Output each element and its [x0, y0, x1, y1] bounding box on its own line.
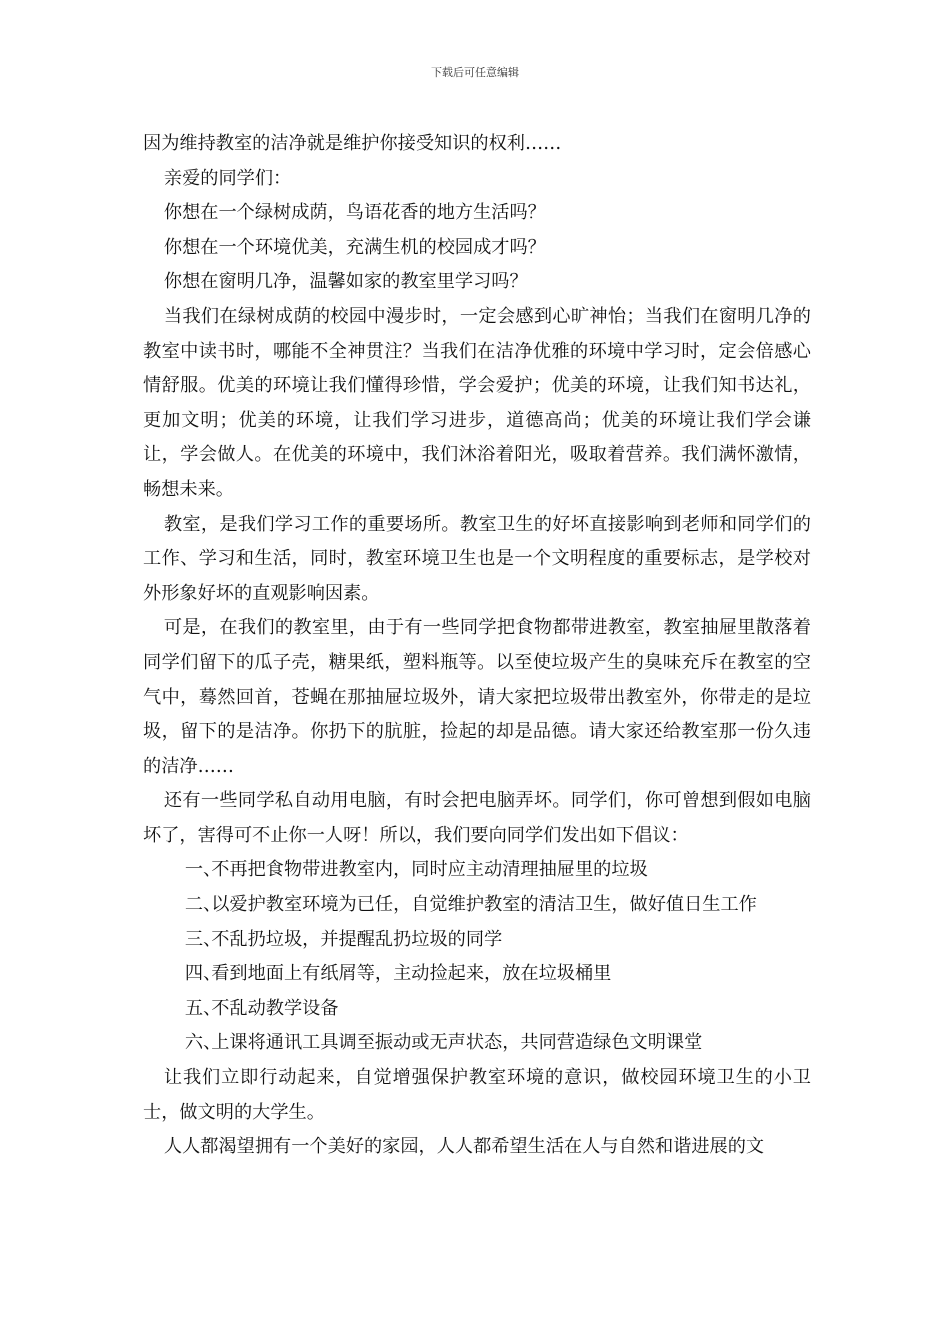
paragraph-classroom: 教室，是我们学习工作的重要场所。教室卫生的好坏直接影响到老师和同学们的工作、学习和生活，同时，教室环境卫生也是一个文明程度的重要标志，是学校对外形象好坏的直观影响因素。: [143, 513, 811, 604]
proposal-text: 不再把食物带进教室内，同时应主动清理抽屉里的垃圾: [211, 859, 648, 881]
paragraph-question-2: 你想在一个环境优美，充满生机的校园成才吗？: [163, 236, 546, 258]
document-body: [143, 127, 811, 1165]
proposal-text: 不乱扔垃圾，并提醒乱扔垃圾的同学: [211, 928, 503, 950]
proposal-number: 三、: [184, 928, 222, 950]
paragraph-call-to-action: 让我们立即行动起来，自觉增强保护教室环境的意识，做校园环境卫生的小卫士，做文明的大学生。: [143, 1067, 811, 1123]
proposal-text: 上课将通讯工具调至振动或无声状态，共同营造绿色文明课堂: [211, 1032, 703, 1054]
proposal-item: [143, 853, 811, 888]
proposal-item: [143, 992, 811, 1027]
proposal-text: 看到地面上有纸屑等，主动捡起来，放在垃圾桶里: [211, 963, 612, 985]
paragraph-computer: 还有一些同学私自动用电脑，有时会把电脑弄坏。同学们，你可曾想到假如电脑坏了，害得可不止你一人呀！所以，我们要向同学们发出如下倡议：: [143, 790, 811, 846]
paragraph-continuation: 因为维持教室的洁净就是维护你接受知识的权利……: [143, 133, 562, 154]
proposal-item: [143, 957, 811, 992]
proposal-number: 五、: [184, 997, 222, 1019]
paragraph-greeting: 亲爱的同学们：: [163, 167, 292, 189]
paragraph-problem: 可是，在我们的教室里，由于有一些同学把食物都带进教室，教室抽屉里散落着同学们留下的瓜子壳，糖果纸，塑料瓶等。以至使垃圾产生的臭味充斥在教室的空气中，蓦然回首，苍蝇在那抽屉垃圾外，请大家把垃圾带出教室外，你带走的是垃圾，留下的是洁净。你扔下的肮脏，捡起的却是品德。请大家还给教室那一份久违的洁净……: [143, 617, 811, 777]
proposal-number: 六、: [184, 1032, 222, 1054]
proposal-item: [143, 888, 811, 923]
proposal-text: 不乱动教学设备: [211, 997, 339, 1019]
proposal-number: 一、: [184, 859, 222, 881]
proposal-item: [143, 1026, 811, 1061]
proposal-item: [143, 923, 811, 958]
paragraph-closing: 人人都渴望拥有一个美好的家园，人人都希望生活在人与自然和谐进展的文: [163, 1136, 765, 1158]
paragraph-question-3: 你想在窗明几净，温馨如家的教室里学习吗？: [163, 271, 528, 293]
paragraph-environment: 当我们在绿树成荫的校园中漫步时，一定会感到心旷神怡；当我们在窗明几净的教室中读书时，哪能不全神贯注？当我们在洁净优雅的环境中学习时，定会倍感心情舒服。优美的环境让我们懂得珍惜，学会爱护；优美的环境，让我们知书达礼，更加文明；优美的环境，让我们学习进步，道德高尚；优美的环境让我们学会谦让，学会做人。在优美的环境中，我们沐浴着阳光，吸取着营养。我们满怀激情，畅想未来。: [143, 305, 811, 500]
paragraph-question-1: 你想在一个绿树成荫，鸟语花香的地方生活吗？: [163, 202, 546, 224]
page-header: 下载后可任意编辑: [431, 66, 519, 79]
proposal-number: 二、: [184, 894, 222, 916]
proposal-text: 以爱护教室环境为已任，自觉维护教室的清洁卫生，做好值日生工作: [211, 894, 757, 916]
proposal-number: 四、: [184, 963, 222, 985]
